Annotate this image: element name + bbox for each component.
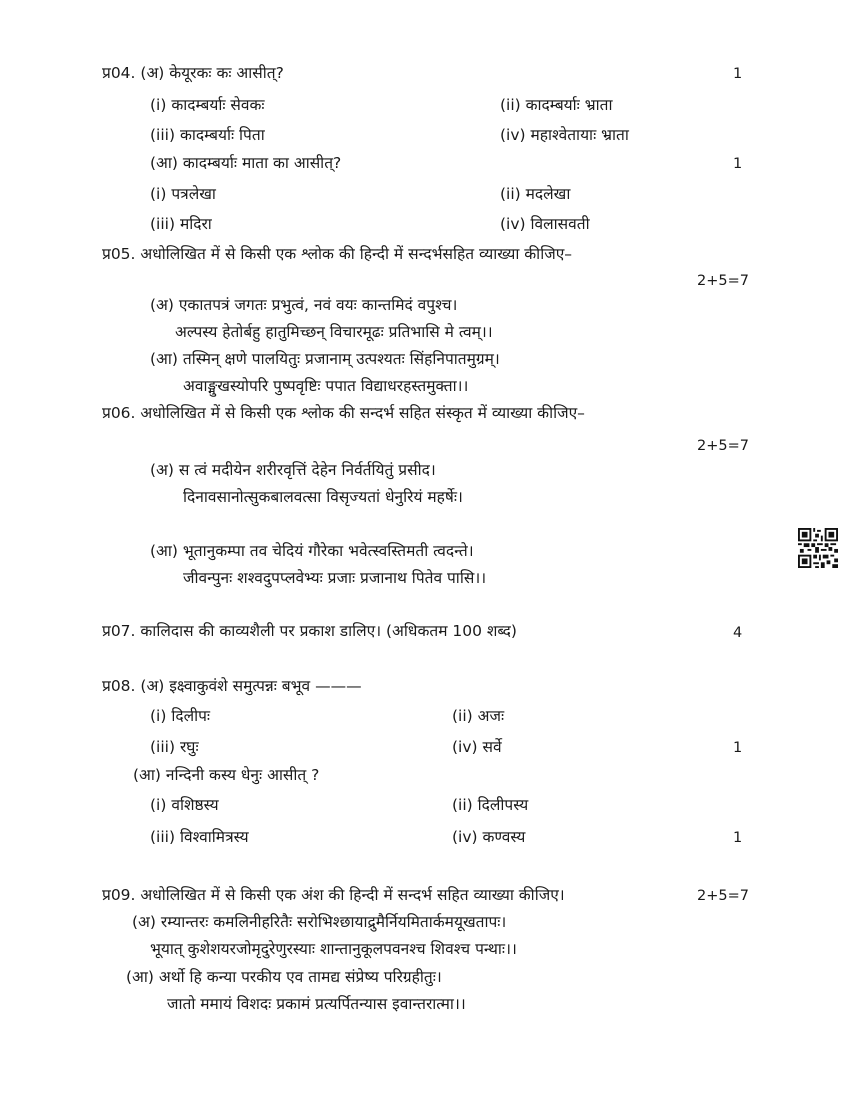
q5-a-line-1: (अ) एकातपत्रं जगतः प्रभुत्वं, नवं वयः कान्तमिदं वपुश्च। [150,296,458,314]
q4-a-question: प्र04. (अ) केयूरकः कः आसीत्? [102,64,284,82]
q5-marks: 2+5=7 [697,273,749,289]
q8-a-question: प्र08. (अ) इक्ष्वाकुवंशे समुत्पन्नः बभूव ——— [102,677,362,695]
q9-marks: 2+5=7 [697,888,749,904]
q5-question: प्र05. अधोलिखित में से किसी एक श्लोक की हिन्दी में सन्दर्भसहित व्याख्या कीजिए– [102,245,573,263]
q8-b-question: (आ) नन्दिनी कस्य धेनुः आसीत् ? [133,766,320,784]
q8-b-option-4: (iv) कण्वस्य [452,828,526,846]
q9-a-line-1: (अ) रम्यान्तरः कमलिनीहरितैः सरोभिश्छायाद्रुमैर्नियमितार्कमयूखतापः। [132,913,507,931]
q9-b-line-1: (आ) अर्थो हि कन्या परकीय एव तामद्य संप्रेष्य परिग्रहीतुः। [126,968,442,986]
q4-a-marks: 1 [733,66,743,82]
q6-a-line-1: (अ) स त्वं मदीयेन शरीरवृत्तिं देहेन निर्वर्तयितुं प्रसीद। [150,461,436,479]
q8-b-marks: 1 [733,830,743,846]
q8-a-option-2: (ii) अजः [452,707,505,725]
q6-question: प्र06. अधोलिखित में से किसी एक श्लोक की सन्दर्भ सहित संस्कृत में व्याख्या कीजिए– [102,404,585,422]
q4-b-option-3: (iii) मदिरा [150,215,212,233]
q8-b-option-2: (ii) दिलीपस्य [452,796,529,814]
q4-b-option-1: (i) पत्रलेखा [150,185,216,203]
q4-a-option-1: (i) कादम्बर्याः सेवकः [150,96,265,114]
q8-a-marks: 1 [733,740,743,756]
qr-code-icon [798,528,838,568]
q4-b-question: (आ) कादम्बर्याः माता का आसीत्? [150,154,342,172]
q4-a-option-3: (iii) कादम्बर्याः पिता [150,126,265,144]
q5-b-line-2: अवाङ्मुखस्योपरि पुष्पवृष्टिः पपात विद्याधरहस्तमुक्ता।। [183,377,469,395]
q9-a-line-2: भूयात् कुशेशयरजोमृदुरेणुरस्याः शान्तानुकूलपवनश्च शिवश्च पन्थाः।। [150,940,517,958]
q4-b-option-2: (ii) मदलेखा [500,185,571,203]
q9-question: प्र09. अधोलिखित में से किसी एक अंश की हिन्दी में सन्दर्भ सहित व्याख्या कीजिए। [102,886,565,904]
q7-marks: 4 [733,625,743,641]
q7-question: प्र07. कालिदास की काव्यशैली पर प्रकाश डालिए। (अधिकतम 100 शब्द) [102,622,517,640]
q8-b-option-3: (iii) विश्वामित्रस्य [150,828,249,846]
q9-b-line-2: जातो ममायं विशदः प्रकामं प्रत्यर्पितन्यास इवान्तरात्मा।। [167,995,466,1013]
q4-a-option-2: (ii) कादम्बर्याः भ्राता [500,96,613,114]
q4-b-option-4: (iv) विलासवती [500,215,590,233]
q6-marks: 2+5=7 [697,438,749,454]
q8-a-option-1: (i) दिलीपः [150,707,211,725]
q5-a-line-2: अल्पस्य हेतोर्बहु हातुमिच्छन् विचारमूढः प्रतिभासि मे त्वम्।। [175,323,493,341]
q4-b-marks: 1 [733,156,743,172]
q8-a-option-4: (iv) सर्वे [452,738,502,756]
q4-a-option-4: (iv) महाश्वेतायाः भ्राता [500,126,629,144]
q8-a-option-3: (iii) रघुः [150,738,199,756]
q5-b-line-1: (आ) तस्मिन् क्षणे पालयितुः प्रजानाम् उत्पश्यतः सिंहनिपातमुग्रम्। [150,350,500,368]
q8-b-option-1: (i) वशिष्ठस्य [150,796,219,814]
q6-b-line-2: जीवन्पुनः शश्वदुपप्लवेभ्यः प्रजाः प्रजानाथ पितेव पासि।। [183,569,487,587]
q6-b-line-1: (आ) भूतानुकम्पा तव चेदियं गौरेका भवेत्स्वस्तिमती त्वदन्ते। [150,542,474,560]
q6-a-line-2: दिनावसानोत्सुकबालवत्सा विसृज्यतां धेनुरियं महर्षेः। [183,488,463,506]
